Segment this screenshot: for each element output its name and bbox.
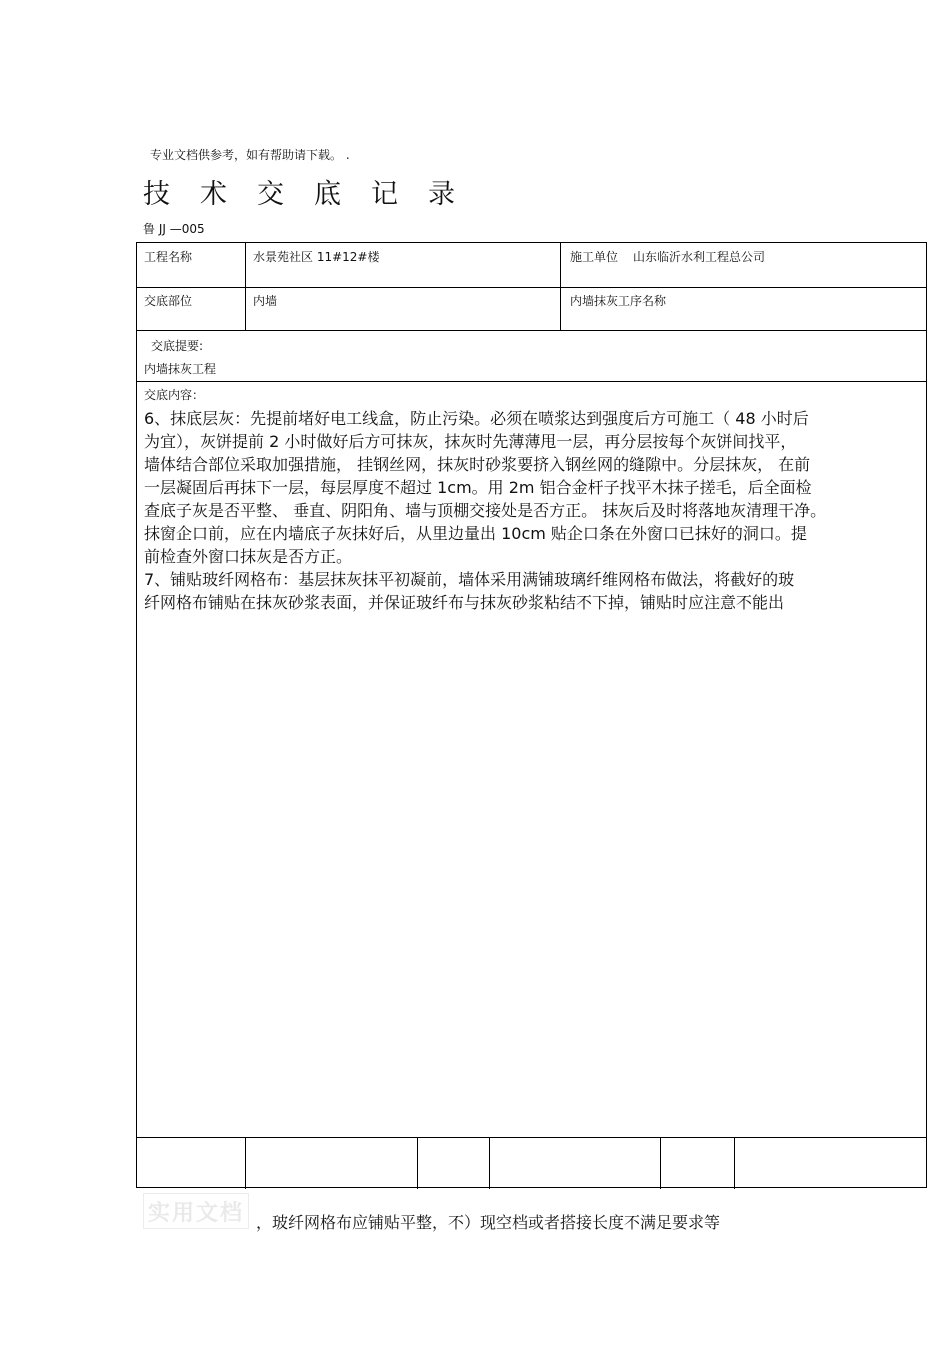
signature-divider: [417, 1137, 418, 1189]
row-divider: [137, 381, 926, 382]
signature-divider: [489, 1137, 490, 1189]
content-line: 一层凝固后再抹下一层，每层厚度不超过 1cm。用 2m 铝合金杆子找平木抹子搓毛，后全面检: [144, 478, 812, 497]
content-line: 7、铺贴玻纤网格布：基层抹灰抹平初凝前，墙体采用满铺玻璃纤维网格布做法，将截好的玻: [144, 570, 795, 589]
disclosure-part-label: 交底部位: [144, 294, 193, 308]
watermark-stamp: [143, 1193, 249, 1229]
content-line: 前检查外窗口抹灰是否方正。: [144, 547, 353, 566]
column-divider: [245, 243, 246, 330]
content-line: 6、抹底层灰：先提前堵好电工线盒，防止污染。必须在喷浆达到强度后方可施工（ 48 小时后: [144, 409, 809, 428]
signature-divider: [660, 1137, 661, 1189]
content-line: 查底子灰是否平整、 垂直、阴阳角、墙与顶棚交接处是否方正。 抹灰后及时将落地灰清理干净。: [144, 501, 827, 520]
content-body: [144, 407, 919, 614]
content-line: 墙体结合部位采取加强措施， 挂钢丝网，抹灰时砂浆要挤入钢丝网的缝隙中。分层抹灰， 在前: [144, 455, 811, 474]
content-line: 为宜），灰饼提前 2 小时做好后方可抹灰，抹灰时先薄薄甩一层，再分层按每个灰饼间找平，: [144, 432, 797, 451]
construction-unit-label: 施工单位: [570, 250, 619, 264]
column-divider: [560, 243, 561, 330]
document-code: 鲁 JJ —005: [143, 222, 205, 236]
disclosure-form: [136, 242, 927, 1188]
project-name-label: 工程名称: [144, 250, 193, 264]
signature-divider: [734, 1137, 735, 1189]
summary-value: 内墙抹灰工程: [144, 362, 217, 376]
project-name-value: 水景苑社区 11#12#楼: [253, 250, 380, 264]
process-name-label: 内墙抹灰工序名称: [570, 294, 667, 308]
watermark-text: 实用文档: [147, 1200, 244, 1226]
row-divider: [137, 330, 926, 331]
construction-unit-value: 山东临沂水利工程总公司: [633, 250, 766, 264]
content-line: 纤网格布铺贴在抹灰砂浆表面，并保证玻纤布与抹灰砂浆粘结不下掉，铺贴时应注意不能出: [144, 593, 785, 612]
summary-label: 交底提要:: [151, 339, 204, 353]
disclosure-part-value: 内墙: [253, 294, 278, 308]
content-line: 抹窗企口前，应在内墙底子灰抹好后，从里边量出 10cm 贴企口条在外窗口已抹好的洞口。提: [144, 524, 807, 543]
row-divider: [137, 1137, 926, 1138]
header-note: 专业文档供参考，如有帮助请下载。 .: [150, 148, 350, 162]
signature-divider: [245, 1137, 246, 1189]
continuation-text: ，玻纤网格布应铺贴平整，不）现空档或者搭接长度不满足要求等: [256, 1213, 721, 1232]
document-title: 技术交底记录: [143, 179, 485, 210]
row-divider: [137, 287, 926, 288]
content-label: 交底内容：: [144, 388, 205, 402]
